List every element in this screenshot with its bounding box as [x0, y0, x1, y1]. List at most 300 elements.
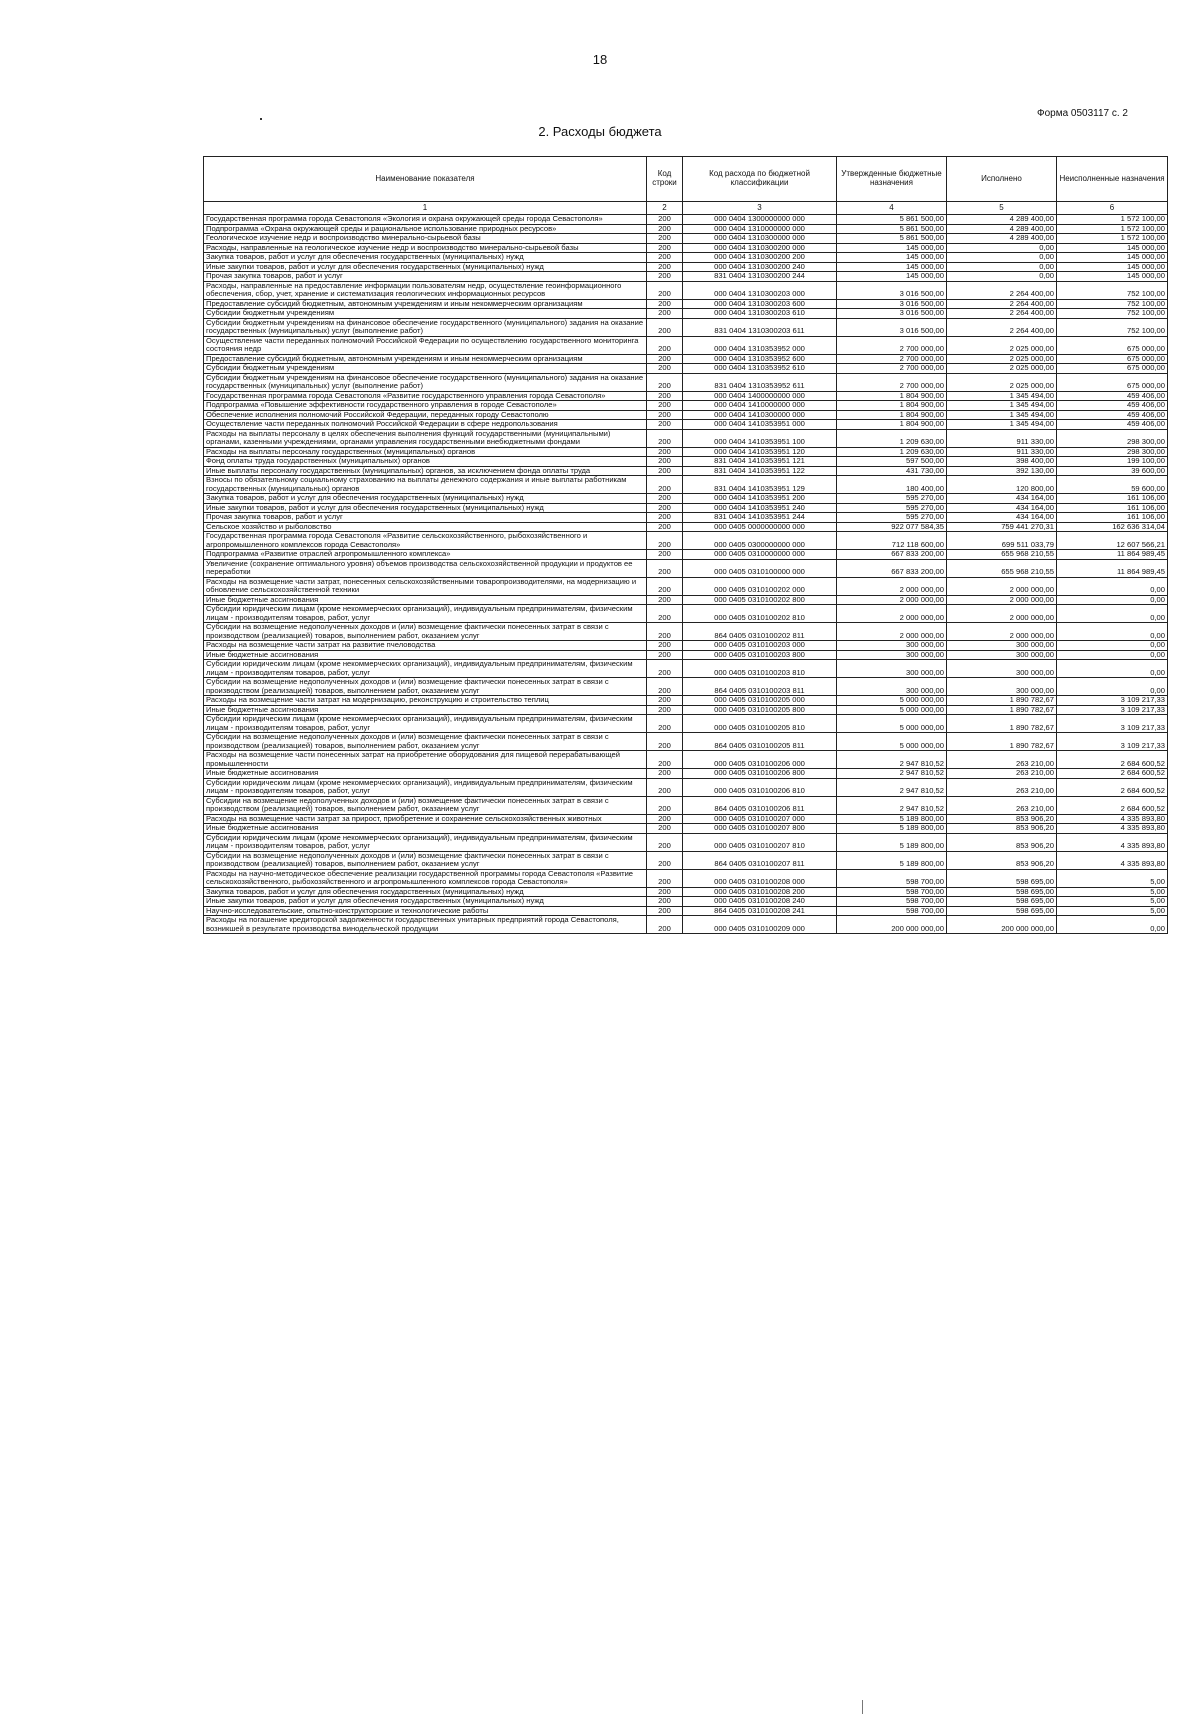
row-executed-amount: 0,00 — [947, 262, 1057, 272]
row-line-code: 200 — [647, 851, 683, 869]
table-row — [204, 641, 1168, 651]
table-row — [204, 401, 1168, 411]
table-row — [204, 705, 1168, 715]
section-title: 2. Расходы бюджета — [538, 124, 662, 139]
row-unexecuted-amount: 459 406,00 — [1057, 410, 1168, 420]
row-indicator-name: Расходы на выплаты персоналу государственных (муниципальных) органов — [204, 447, 647, 457]
row-unexecuted-amount: 459 406,00 — [1057, 391, 1168, 401]
row-executed-amount: 2 000 000,00 — [947, 605, 1057, 623]
row-unexecuted-amount: 0,00 — [1057, 916, 1168, 934]
row-unexecuted-amount: 3 109 217,33 — [1057, 705, 1168, 715]
row-approved-amount: 597 500,00 — [837, 457, 947, 467]
table-row — [204, 814, 1168, 824]
header-executed: Исполнено — [947, 157, 1057, 202]
column-number: 1 — [204, 202, 647, 215]
row-approved-amount: 2 947 810,52 — [837, 796, 947, 814]
row-unexecuted-amount: 1 572 100,00 — [1057, 215, 1168, 225]
table-row — [204, 869, 1168, 887]
row-indicator-name: Расходы на возмещение части затрат на модернизацию, реконструкцию и строительство теплиц — [204, 696, 647, 706]
row-approved-amount: 300 000,00 — [837, 678, 947, 696]
row-budget-code: 831 0404 1310300200 244 — [683, 272, 837, 282]
row-line-code: 200 — [647, 696, 683, 706]
table-row — [204, 224, 1168, 234]
row-approved-amount: 2 700 000,00 — [837, 354, 947, 364]
table-row — [204, 522, 1168, 532]
row-executed-amount: 655 968 210,55 — [947, 550, 1057, 560]
column-number: 3 — [683, 202, 837, 215]
row-indicator-name: Обеспечение исполнения полномочий Российской Федерации, переданных городу Севастополю — [204, 410, 647, 420]
row-line-code: 200 — [647, 733, 683, 751]
table-row — [204, 796, 1168, 814]
row-indicator-name: Геологическое изучение недр и воспроизводство минерально-сырьевой базы — [204, 234, 647, 244]
row-approved-amount: 2 947 810,52 — [837, 751, 947, 769]
row-budget-code: 000 0404 1410353951 100 — [683, 429, 837, 447]
row-approved-amount: 5 189 800,00 — [837, 851, 947, 869]
row-budget-code: 000 0405 0310100208 000 — [683, 869, 837, 887]
row-executed-amount: 1 890 782,67 — [947, 733, 1057, 751]
table-row — [204, 660, 1168, 678]
row-line-code: 200 — [647, 532, 683, 550]
row-line-code: 200 — [647, 336, 683, 354]
table-row — [204, 447, 1168, 457]
row-executed-amount: 2 264 400,00 — [947, 281, 1057, 299]
row-line-code: 200 — [647, 243, 683, 253]
row-unexecuted-amount: 4 335 893,80 — [1057, 814, 1168, 824]
row-unexecuted-amount: 161 106,00 — [1057, 513, 1168, 523]
row-approved-amount: 5 189 800,00 — [837, 833, 947, 851]
table-row — [204, 833, 1168, 851]
row-budget-code: 000 0404 1310300000 000 — [683, 234, 837, 244]
row-executed-amount: 911 330,00 — [947, 447, 1057, 457]
table-row — [204, 429, 1168, 447]
row-executed-amount: 655 968 210,55 — [947, 559, 1057, 577]
row-budget-code: 000 0405 0310100000 000 — [683, 559, 837, 577]
row-approved-amount: 5 000 000,00 — [837, 705, 947, 715]
row-line-code: 200 — [647, 299, 683, 309]
row-budget-code: 000 0404 1410000000 000 — [683, 401, 837, 411]
row-indicator-name: Субсидии на возмещение недополученных доходов и (или) возмещение фактически понесенных затрат в связи с производством (реализацией) товаров, выполнением работ, оказанием услуг — [204, 733, 647, 751]
row-line-code: 200 — [647, 887, 683, 897]
row-budget-code: 000 0404 1310353952 600 — [683, 354, 837, 364]
row-approved-amount: 1 804 900,00 — [837, 410, 947, 420]
row-budget-code: 000 0405 0300000000 000 — [683, 532, 837, 550]
row-unexecuted-amount: 298 300,00 — [1057, 429, 1168, 447]
row-budget-code: 000 0404 1410300000 000 — [683, 410, 837, 420]
row-budget-code: 864 0405 0310100205 811 — [683, 733, 837, 751]
row-indicator-name: Иные бюджетные ассигнования — [204, 650, 647, 660]
row-line-code: 200 — [647, 650, 683, 660]
row-approved-amount: 5 000 000,00 — [837, 733, 947, 751]
row-indicator-name: Субсидии бюджетным учреждениям на финансовое обеспечение государственного (муниципального) задания на оказание государственных (муниципальных) услуг (выполнение работ) — [204, 318, 647, 336]
row-unexecuted-amount: 12 607 566,21 — [1057, 532, 1168, 550]
row-unexecuted-amount: 39 600,00 — [1057, 466, 1168, 476]
row-line-code: 200 — [647, 869, 683, 887]
row-line-code: 200 — [647, 814, 683, 824]
row-unexecuted-amount: 675 000,00 — [1057, 354, 1168, 364]
row-approved-amount: 922 077 584,35 — [837, 522, 947, 532]
row-approved-amount: 595 270,00 — [837, 494, 947, 504]
row-indicator-name: Закупка товаров, работ и услуг для обеспечения государственных (муниципальных) нужд — [204, 887, 647, 897]
row-line-code: 200 — [647, 550, 683, 560]
table-row — [204, 272, 1168, 282]
row-line-code: 200 — [647, 253, 683, 263]
row-budget-code: 000 0405 0310100209 000 — [683, 916, 837, 934]
row-indicator-name: Подпрограмма «Повышение эффективности государственного управления в городе Севастополе» — [204, 401, 647, 411]
row-approved-amount: 145 000,00 — [837, 262, 947, 272]
row-executed-amount: 2 264 400,00 — [947, 299, 1057, 309]
row-approved-amount: 5 000 000,00 — [837, 696, 947, 706]
row-unexecuted-amount: 3 109 217,33 — [1057, 733, 1168, 751]
row-indicator-name: Государственная программа города Севастополя «Экология и охрана окружающей среды города Севастополя» — [204, 215, 647, 225]
row-indicator-name: Государственная программа города Севастополя «Развитие сельскохозяйственного, рыбохозяйственного и агропромышленного комплексов города Севастополя» — [204, 532, 647, 550]
row-executed-amount: 1 345 494,00 — [947, 401, 1057, 411]
row-approved-amount: 2 700 000,00 — [837, 364, 947, 374]
row-budget-code: 000 0404 1400000000 000 — [683, 391, 837, 401]
row-indicator-name: Расходы на возмещение части затрат на развитие пчеловодства — [204, 641, 647, 651]
row-indicator-name: Расходы на выплаты персоналу в целях обеспечения выполнения функций государственными (муниципальными) органами, казенными учреждениями, органами управления государственными внебюджетными фондами — [204, 429, 647, 447]
row-indicator-name: Подпрограмма «Охрана окружающей среды и рациональное использование природных ресурсов» — [204, 224, 647, 234]
row-budget-code: 000 0404 1410353951 200 — [683, 494, 837, 504]
row-unexecuted-amount: 4 335 893,80 — [1057, 824, 1168, 834]
table-row — [204, 309, 1168, 319]
row-unexecuted-amount: 675 000,00 — [1057, 373, 1168, 391]
row-unexecuted-amount: 0,00 — [1057, 577, 1168, 595]
row-indicator-name: Прочая закупка товаров, работ и услуг — [204, 513, 647, 523]
table-row — [204, 559, 1168, 577]
table-row — [204, 336, 1168, 354]
table-row — [204, 887, 1168, 897]
row-indicator-name: Расходы на возмещение части понесенных затрат на приобретение оборудования для пищевой перерабатывающей промышленности — [204, 751, 647, 769]
row-approved-amount: 598 700,00 — [837, 869, 947, 887]
row-budget-code: 831 0404 1310300203 611 — [683, 318, 837, 336]
row-budget-code: 864 0405 0310100202 811 — [683, 623, 837, 641]
row-line-code: 200 — [647, 281, 683, 299]
row-approved-amount: 1 209 630,00 — [837, 429, 947, 447]
row-unexecuted-amount: 2 684 600,52 — [1057, 778, 1168, 796]
header-unexecuted: Неисполненные назначения — [1057, 157, 1168, 202]
table-row — [204, 605, 1168, 623]
row-unexecuted-amount: 11 864 989,45 — [1057, 550, 1168, 560]
row-executed-amount: 1 345 494,00 — [947, 391, 1057, 401]
row-unexecuted-amount: 0,00 — [1057, 623, 1168, 641]
row-line-code: 200 — [647, 906, 683, 916]
row-unexecuted-amount: 199 100,00 — [1057, 457, 1168, 467]
row-line-code: 200 — [647, 457, 683, 467]
row-approved-amount: 5 189 800,00 — [837, 824, 947, 834]
row-approved-amount: 667 833 200,00 — [837, 550, 947, 560]
row-indicator-name: Предоставление субсидий бюджетным, автономным учреждениям и иным некоммерческим организациям — [204, 299, 647, 309]
row-line-code: 200 — [647, 476, 683, 494]
row-executed-amount: 2 000 000,00 — [947, 577, 1057, 595]
header-line-code: Код строки — [647, 157, 683, 202]
row-executed-amount: 598 695,00 — [947, 887, 1057, 897]
row-unexecuted-amount: 752 100,00 — [1057, 281, 1168, 299]
row-executed-amount: 300 000,00 — [947, 678, 1057, 696]
row-executed-amount: 263 210,00 — [947, 769, 1057, 779]
row-budget-code: 000 0404 1310300200 200 — [683, 253, 837, 263]
row-indicator-name: Расходы, направленные на предоставление информации пользователям недр, осуществление геоинформационного обеспечения, сбор, учет, хранение и систематизация геологических информационных ресурсов — [204, 281, 647, 299]
table-row — [204, 595, 1168, 605]
row-indicator-name: Иные бюджетные ассигнования — [204, 824, 647, 834]
row-unexecuted-amount: 0,00 — [1057, 660, 1168, 678]
row-executed-amount: 4 289 400,00 — [947, 215, 1057, 225]
row-executed-amount: 434 164,00 — [947, 513, 1057, 523]
table-row — [204, 281, 1168, 299]
row-line-code: 200 — [647, 751, 683, 769]
row-indicator-name: Осуществление части переданных полномочий Российской Федерации в сфере недропользования — [204, 420, 647, 430]
row-line-code: 200 — [647, 364, 683, 374]
row-approved-amount: 200 000 000,00 — [837, 916, 947, 934]
row-indicator-name: Иные выплаты персоналу государственных (муниципальных) органов, за исключением фонда оплаты труда — [204, 466, 647, 476]
row-approved-amount: 1 804 900,00 — [837, 420, 947, 430]
row-unexecuted-amount: 1 572 100,00 — [1057, 224, 1168, 234]
table-row — [204, 532, 1168, 550]
row-unexecuted-amount: 459 406,00 — [1057, 401, 1168, 411]
table-row — [204, 253, 1168, 263]
table-row — [204, 243, 1168, 253]
row-approved-amount: 300 000,00 — [837, 650, 947, 660]
row-executed-amount: 2 025 000,00 — [947, 364, 1057, 374]
row-executed-amount: 4 289 400,00 — [947, 224, 1057, 234]
row-budget-code: 831 0404 1410353951 121 — [683, 457, 837, 467]
row-unexecuted-amount: 145 000,00 — [1057, 243, 1168, 253]
row-approved-amount: 300 000,00 — [837, 660, 947, 678]
row-line-code: 200 — [647, 824, 683, 834]
row-unexecuted-amount: 2 684 600,52 — [1057, 796, 1168, 814]
row-indicator-name: Субсидии на возмещение недополученных доходов и (или) возмещение фактически понесенных затрат в связи с производством (реализацией) товаров, выполнением работ, оказанием услуг — [204, 678, 647, 696]
row-executed-amount: 392 130,00 — [947, 466, 1057, 476]
row-approved-amount: 598 700,00 — [837, 897, 947, 907]
table-row — [204, 851, 1168, 869]
table-row — [204, 577, 1168, 595]
row-executed-amount: 759 441 270,31 — [947, 522, 1057, 532]
row-line-code: 200 — [647, 391, 683, 401]
row-approved-amount: 145 000,00 — [837, 243, 947, 253]
row-unexecuted-amount: 145 000,00 — [1057, 272, 1168, 282]
table-row — [204, 503, 1168, 513]
row-unexecuted-amount: 162 636 314,04 — [1057, 522, 1168, 532]
row-indicator-name: Субсидии на возмещение недополученных доходов и (или) возмещение фактически понесенных затрат в связи с производством (реализацией) товаров, выполнением работ, оказанием услуг — [204, 623, 647, 641]
table-row — [204, 751, 1168, 769]
row-line-code: 200 — [647, 522, 683, 532]
row-budget-code: 831 0404 1410353951 122 — [683, 466, 837, 476]
row-unexecuted-amount: 675 000,00 — [1057, 336, 1168, 354]
row-budget-code: 000 0405 0310100207 000 — [683, 814, 837, 824]
row-budget-code: 000 0404 1410353951 240 — [683, 503, 837, 513]
row-unexecuted-amount: 3 109 217,33 — [1057, 715, 1168, 733]
table-row — [204, 906, 1168, 916]
row-line-code: 200 — [647, 420, 683, 430]
row-indicator-name: Субсидии юридическим лицам (кроме некоммерческих организаций), индивидуальным предпринимателям, физическим лицам - производителям товаров, работ, услуг — [204, 778, 647, 796]
row-indicator-name: Субсидии юридическим лицам (кроме некоммерческих организаций), индивидуальным предпринимателям, физическим лицам - производителям товаров, работ, услуг — [204, 715, 647, 733]
row-indicator-name: Закупка товаров, работ и услуг для обеспечения государственных (муниципальных) нужд — [204, 494, 647, 504]
row-executed-amount: 2 264 400,00 — [947, 318, 1057, 336]
row-budget-code: 000 0404 1310353952 000 — [683, 336, 837, 354]
row-executed-amount: 263 210,00 — [947, 751, 1057, 769]
row-unexecuted-amount: 0,00 — [1057, 678, 1168, 696]
table-row — [204, 494, 1168, 504]
row-line-code: 200 — [647, 623, 683, 641]
row-unexecuted-amount: 752 100,00 — [1057, 318, 1168, 336]
table-body — [204, 215, 1168, 934]
row-budget-code: 000 0405 0310100203 000 — [683, 641, 837, 651]
row-executed-amount: 1 890 782,67 — [947, 696, 1057, 706]
row-budget-code: 000 0405 0310100202 810 — [683, 605, 837, 623]
row-unexecuted-amount: 5,00 — [1057, 869, 1168, 887]
row-unexecuted-amount: 5,00 — [1057, 897, 1168, 907]
row-indicator-name: Расходы на возмещение части затрат, понесенных сельскохозяйственными товаропроизводителями, на модернизацию и обновление сельскохозяйственной техники — [204, 577, 647, 595]
row-unexecuted-amount: 161 106,00 — [1057, 494, 1168, 504]
table-row — [204, 391, 1168, 401]
row-approved-amount: 180 400,00 — [837, 476, 947, 494]
row-unexecuted-amount: 675 000,00 — [1057, 364, 1168, 374]
row-approved-amount: 1 804 900,00 — [837, 391, 947, 401]
row-indicator-name: Прочая закупка товаров, работ и услуг — [204, 272, 647, 282]
row-executed-amount: 1 890 782,67 — [947, 715, 1057, 733]
row-line-code: 200 — [647, 429, 683, 447]
row-indicator-name: Расходы на погашение кредиторской задолженности государственных унитарных предприятий города Севастополя, возникшей в результате производства винодельческой продукции — [204, 916, 647, 934]
row-unexecuted-amount: 0,00 — [1057, 650, 1168, 660]
row-executed-amount: 398 400,00 — [947, 457, 1057, 467]
row-unexecuted-amount: 145 000,00 — [1057, 262, 1168, 272]
header-indicator-name: Наименование показателя — [204, 157, 647, 202]
row-unexecuted-amount: 752 100,00 — [1057, 299, 1168, 309]
row-line-code: 200 — [647, 660, 683, 678]
row-budget-code: 000 0405 0310100205 810 — [683, 715, 837, 733]
row-unexecuted-amount: 11 864 989,45 — [1057, 559, 1168, 577]
row-indicator-name: Иные бюджетные ассигнования — [204, 769, 647, 779]
row-line-code: 200 — [647, 796, 683, 814]
row-indicator-name: Сельское хозяйство и рыболовство — [204, 522, 647, 532]
table-row — [204, 457, 1168, 467]
table-row — [204, 215, 1168, 225]
row-indicator-name: Иные закупки товаров, работ и услуг для обеспечения государственных (муниципальных) нужд — [204, 262, 647, 272]
row-unexecuted-amount: 298 300,00 — [1057, 447, 1168, 457]
row-executed-amount: 263 210,00 — [947, 778, 1057, 796]
row-approved-amount: 2 700 000,00 — [837, 336, 947, 354]
table-row — [204, 769, 1168, 779]
scan-mark — [862, 1700, 863, 1714]
row-indicator-name: Иные закупки товаров, работ и услуг для обеспечения государственных (муниципальных) нужд — [204, 897, 647, 907]
row-approved-amount: 2 700 000,00 — [837, 373, 947, 391]
table-row — [204, 373, 1168, 391]
row-budget-code: 000 0405 0310100203 800 — [683, 650, 837, 660]
row-approved-amount: 712 118 600,00 — [837, 532, 947, 550]
row-unexecuted-amount: 459 406,00 — [1057, 420, 1168, 430]
row-indicator-name: Взносы по обязательному социальному страхованию на выплаты денежного содержания и иные выплаты работникам государственных (муниципальных) органов — [204, 476, 647, 494]
row-indicator-name: Расходы на возмещение части затрат за прирост, приобретение и сохранение сельскохозяйственных животных — [204, 814, 647, 824]
row-unexecuted-amount: 2 684 600,52 — [1057, 751, 1168, 769]
row-budget-code: 000 0405 0310100206 810 — [683, 778, 837, 796]
row-executed-amount: 263 210,00 — [947, 796, 1057, 814]
table-row — [204, 234, 1168, 244]
row-budget-code: 831 0404 1410353951 129 — [683, 476, 837, 494]
row-executed-amount: 598 695,00 — [947, 869, 1057, 887]
row-line-code: 200 — [647, 778, 683, 796]
row-unexecuted-amount: 4 335 893,80 — [1057, 851, 1168, 869]
row-unexecuted-amount: 0,00 — [1057, 641, 1168, 651]
row-indicator-name: Расходы на научно-методическое обеспечение реализации государственной программы города Севастополя «Развитие сельскохозяйственного, рыбохозяйственного и агропромышленного комплексов города Севастополя» — [204, 869, 647, 887]
table-row — [204, 550, 1168, 560]
row-budget-code: 000 0405 0310100202 000 — [683, 577, 837, 595]
row-budget-code: 000 0404 1310300203 600 — [683, 299, 837, 309]
row-line-code: 200 — [647, 559, 683, 577]
row-indicator-name: Субсидии бюджетным учреждениям — [204, 309, 647, 319]
row-executed-amount: 598 695,00 — [947, 906, 1057, 916]
row-unexecuted-amount: 5,00 — [1057, 906, 1168, 916]
row-line-code: 200 — [647, 833, 683, 851]
column-number: 4 — [837, 202, 947, 215]
row-executed-amount: 200 000 000,00 — [947, 916, 1057, 934]
row-budget-code: 831 0404 1310353952 611 — [683, 373, 837, 391]
row-approved-amount: 598 700,00 — [837, 887, 947, 897]
row-executed-amount: 300 000,00 — [947, 650, 1057, 660]
row-indicator-name: Субсидии на возмещение недополученных доходов и (или) возмещение фактически понесенных затрат в связи с производством (реализацией) товаров, выполнением работ, оказанием услуг — [204, 796, 647, 814]
row-budget-code: 000 0404 1310300203 610 — [683, 309, 837, 319]
row-executed-amount: 300 000,00 — [947, 660, 1057, 678]
row-budget-code: 000 0405 0310100208 240 — [683, 897, 837, 907]
column-number: 6 — [1057, 202, 1168, 215]
row-indicator-name: Субсидии юридическим лицам (кроме некоммерческих организаций), индивидуальным предпринимателям, физическим лицам - производителям товаров, работ, услуг — [204, 660, 647, 678]
header-approved: Утвержденные бюджетные назначения — [837, 157, 947, 202]
column-number: 2 — [647, 202, 683, 215]
table-row — [204, 824, 1168, 834]
row-line-code: 200 — [647, 897, 683, 907]
row-budget-code: 000 0405 0310100207 800 — [683, 824, 837, 834]
row-indicator-name: Субсидии на возмещение недополученных доходов и (или) возмещение фактически понесенных затрат в связи с производством (реализацией) товаров, выполнением работ, оказанием услуг — [204, 851, 647, 869]
row-executed-amount: 120 800,00 — [947, 476, 1057, 494]
row-line-code: 200 — [647, 272, 683, 282]
row-executed-amount: 911 330,00 — [947, 429, 1057, 447]
row-approved-amount: 145 000,00 — [837, 253, 947, 263]
row-budget-code: 000 0405 0310000000 000 — [683, 550, 837, 560]
row-indicator-name: Подпрограмма «Развитие отраслей агропромышленного комплекса» — [204, 550, 647, 560]
row-line-code: 200 — [647, 234, 683, 244]
row-indicator-name: Предоставление субсидий бюджетным, автономным учреждениям и иным некоммерческим организациям — [204, 354, 647, 364]
row-indicator-name: Субсидии бюджетным учреждениям — [204, 364, 647, 374]
row-approved-amount: 3 016 500,00 — [837, 309, 947, 319]
row-unexecuted-amount: 3 109 217,33 — [1057, 696, 1168, 706]
row-line-code: 200 — [647, 215, 683, 225]
row-executed-amount: 853 906,20 — [947, 824, 1057, 834]
row-approved-amount: 5 861 500,00 — [837, 234, 947, 244]
row-budget-code: 000 0404 1310000000 000 — [683, 224, 837, 234]
row-approved-amount: 2 947 810,52 — [837, 769, 947, 779]
row-approved-amount: 145 000,00 — [837, 272, 947, 282]
row-unexecuted-amount: 2 684 600,52 — [1057, 769, 1168, 779]
row-unexecuted-amount: 59 600,00 — [1057, 476, 1168, 494]
row-indicator-name: Государственная программа города Севастополя «Развитие государственного управления города Севастополя» — [204, 391, 647, 401]
table-row — [204, 733, 1168, 751]
scan-speck — [260, 118, 262, 120]
row-executed-amount: 0,00 — [947, 253, 1057, 263]
row-approved-amount: 431 730,00 — [837, 466, 947, 476]
expenditure-table — [203, 156, 1168, 934]
row-approved-amount: 3 016 500,00 — [837, 299, 947, 309]
row-indicator-name: Увеличение (сохранение оптимального уровня) объемов производства сельскохозяйственной продукции и продуктов ее переработки — [204, 559, 647, 577]
row-executed-amount: 2 000 000,00 — [947, 623, 1057, 641]
row-budget-code: 864 0405 0310100203 811 — [683, 678, 837, 696]
row-line-code: 200 — [647, 401, 683, 411]
row-budget-code: 000 0404 1300000000 000 — [683, 215, 837, 225]
table-row — [204, 354, 1168, 364]
row-executed-amount: 853 906,20 — [947, 833, 1057, 851]
row-approved-amount: 598 700,00 — [837, 906, 947, 916]
row-budget-code: 000 0405 0000000000 000 — [683, 522, 837, 532]
row-unexecuted-amount: 145 000,00 — [1057, 253, 1168, 263]
row-line-code: 200 — [647, 769, 683, 779]
row-budget-code: 000 0404 1410353951 000 — [683, 420, 837, 430]
